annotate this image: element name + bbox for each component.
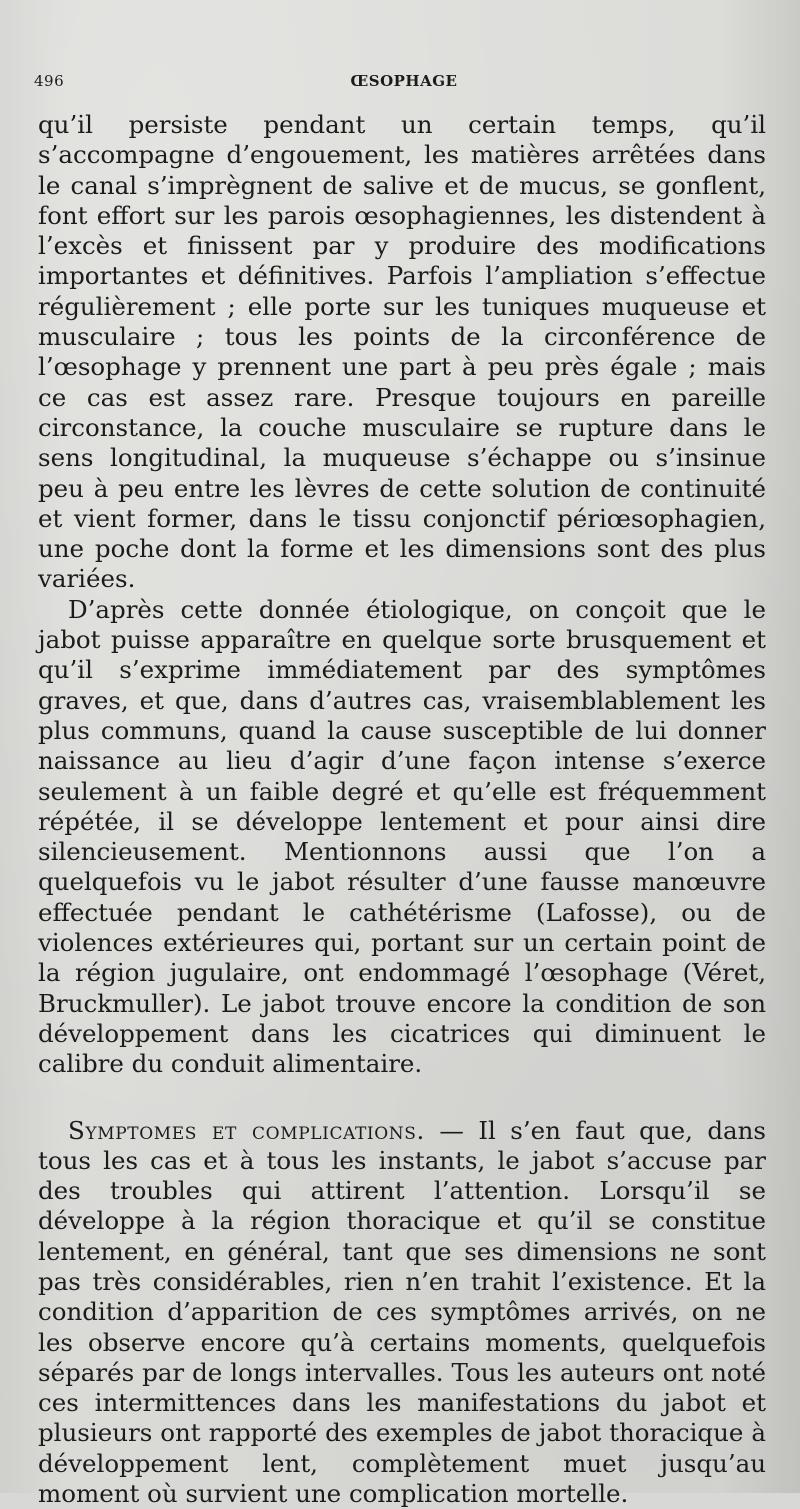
page-header — [34, 72, 774, 96]
page-number: 496 — [34, 72, 64, 90]
body-text — [38, 110, 766, 1509]
paragraph: qu’il persiste pendant un certain temps, qu’il s’accompagne d’engouement, les matières arrêtées dans le canal s’imprègnent de salive et de mucus, se gonflent, font effort sur les parois œsophagiennes, les distendent à l’excès et finissent par y produire des modifications importantes et définitives. Parfois l’ampliation s’effectue régulièrement ; elle porte sur les tuniques muqueuse et musculaire ; tous les points de la circonférence de l’œsophage y prennent une part à peu près égale ; mais ce cas est assez rare. Presque toujours en pareille circonstance, la couche musculaire se rupture dans le sens longitudinal, la muqueuse s’échappe ou s’insinue peu à peu entre les lèvres de cette solution de continuité et vient former, dans le tissu conjonctif périœsophagien, une poche dont la forme et les dimensions sont des plus variées. — [38, 110, 766, 595]
paragraph: D’après cette donnée étiologique, on conçoit que le jabot puisse apparaître en quelque sorte brusquement et qu’il s’exprime immédiatement par des symptômes graves, et que, dans d’autres cas, vraisemblablement les plus communs, quand la cause susceptible de lui donner naissance au lieu d’agir d’une façon intense s’exerce seulement à un faible degré et qu’elle est fréquemment répétée, il se développe lentement et pour ainsi dire silencieusement. Mentionnons aussi que l’on a quelquefois vu le jabot résulter d’une fausse manœuvre effectuée pendant le cathétérisme (Lafosse), ou de violences extérieures qui, portant sur un certain point de la région jugulaire, ont endommagé l’œsophage (Véret, Bruckmuller). Le jabot trouve encore la condition de son développement dans les cicatrices qui diminuent le calibre du conduit alimentaire. — [38, 595, 766, 1080]
section-paragraph — [38, 1116, 766, 1509]
section-heading: Symptomes et complications. — [68, 1116, 425, 1145]
running-title: ŒSOPHAGE — [34, 72, 774, 90]
section-text: — Il s’en faut que, dans tous les cas et à tous les instants, le jabot s’accuse par des troubles qui attirent l’attention. Lorsqu’il se développe à la région thoracique et qu’il se constitue lentement, en général, tant que ses dimensions ne sont pas très considérables, rien n’en trahit l’existence. Et la condition d’apparition de ces symptômes arrivés, on ne les observe encore qu’à certains moments, quelquefois séparés par de longs intervalles. Tous les auteurs ont noté ces intermittences dans les manifestations du jabot et plusieurs ont rapporté des exemples de jabot thoracique à développement lent, complètement muet jusqu’au moment où survient une complication mortelle. — [38, 1116, 766, 1509]
